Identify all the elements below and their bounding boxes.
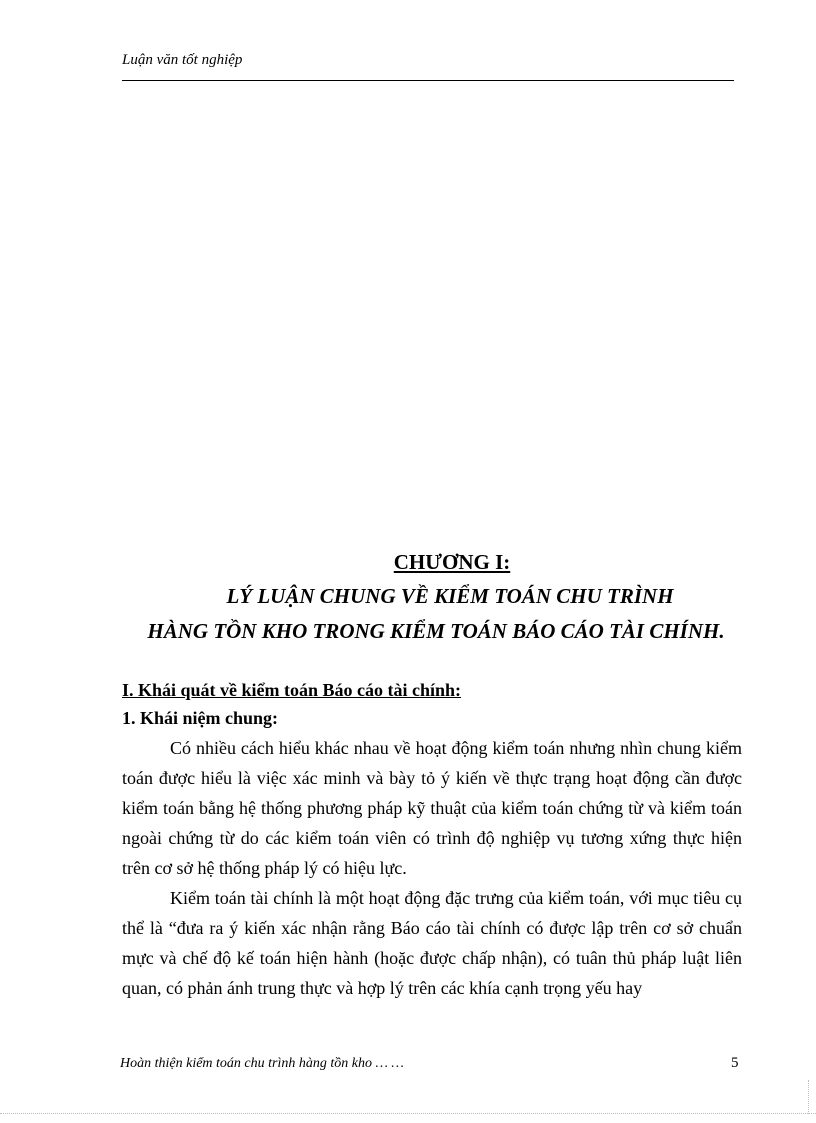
page-bottom-edge bbox=[0, 1113, 816, 1114]
page-number: 5 bbox=[731, 1055, 739, 1071]
chapter-title-line-2: HÀNG TỒN KHO TRONG KIỂM TOÁN BÁO CÁO TÀI CHÍNH. bbox=[147, 619, 725, 643]
page-right-edge bbox=[808, 1080, 809, 1114]
paragraph-2: Kiểm toán tài chính là một hoạt động đặc trưng của kiểm toán, với mục tiêu cụ thể là “đưa ra ý kiến xác nhận rằng Báo cáo tài chính có được lập trên cơ sở chuẩn mực và chế độ kế toán hiện hành (hoặc được chấp nhận), có tuân thủ pháp luật liên quan, có phản ánh trung thực và hợp lý trên các khía cạnh trọng yếu hay bbox=[122, 888, 742, 998]
subsection-heading: 1. Khái niệm chung: bbox=[122, 708, 279, 728]
chapter-title-line-1: LÝ LUẬN CHUNG VỀ KIỂM TOÁN CHU TRÌNH bbox=[226, 584, 674, 608]
footer-title: Hoàn thiện kiểm toán chu trình hàng tồn kho … … bbox=[120, 1056, 404, 1071]
header-divider bbox=[122, 80, 734, 81]
paragraph-1: Có nhiều cách hiểu khác nhau về hoạt động kiểm toán nhưng nhìn chung kiểm toán được hiểu là việc xác minh và bày tỏ ý kiến về thực trạng hoạt động cần được kiểm toán bằng hệ thống phương pháp kỹ thuật của kiểm toán chứng từ và kiểm toán ngoài chứng từ do các kiểm toán viên có trình độ nghiệp vụ tương xứng thực hiện trên cơ sở hệ thống pháp lý có hiệu lực. bbox=[122, 738, 742, 878]
body-text bbox=[122, 733, 742, 1003]
chapter-number: CHƯƠNG I: bbox=[393, 550, 511, 574]
header-title: Luận văn tốt nghiệp bbox=[122, 52, 243, 68]
section-heading: I. Khái quát về kiểm toán Báo cáo tài chính: bbox=[122, 680, 462, 700]
